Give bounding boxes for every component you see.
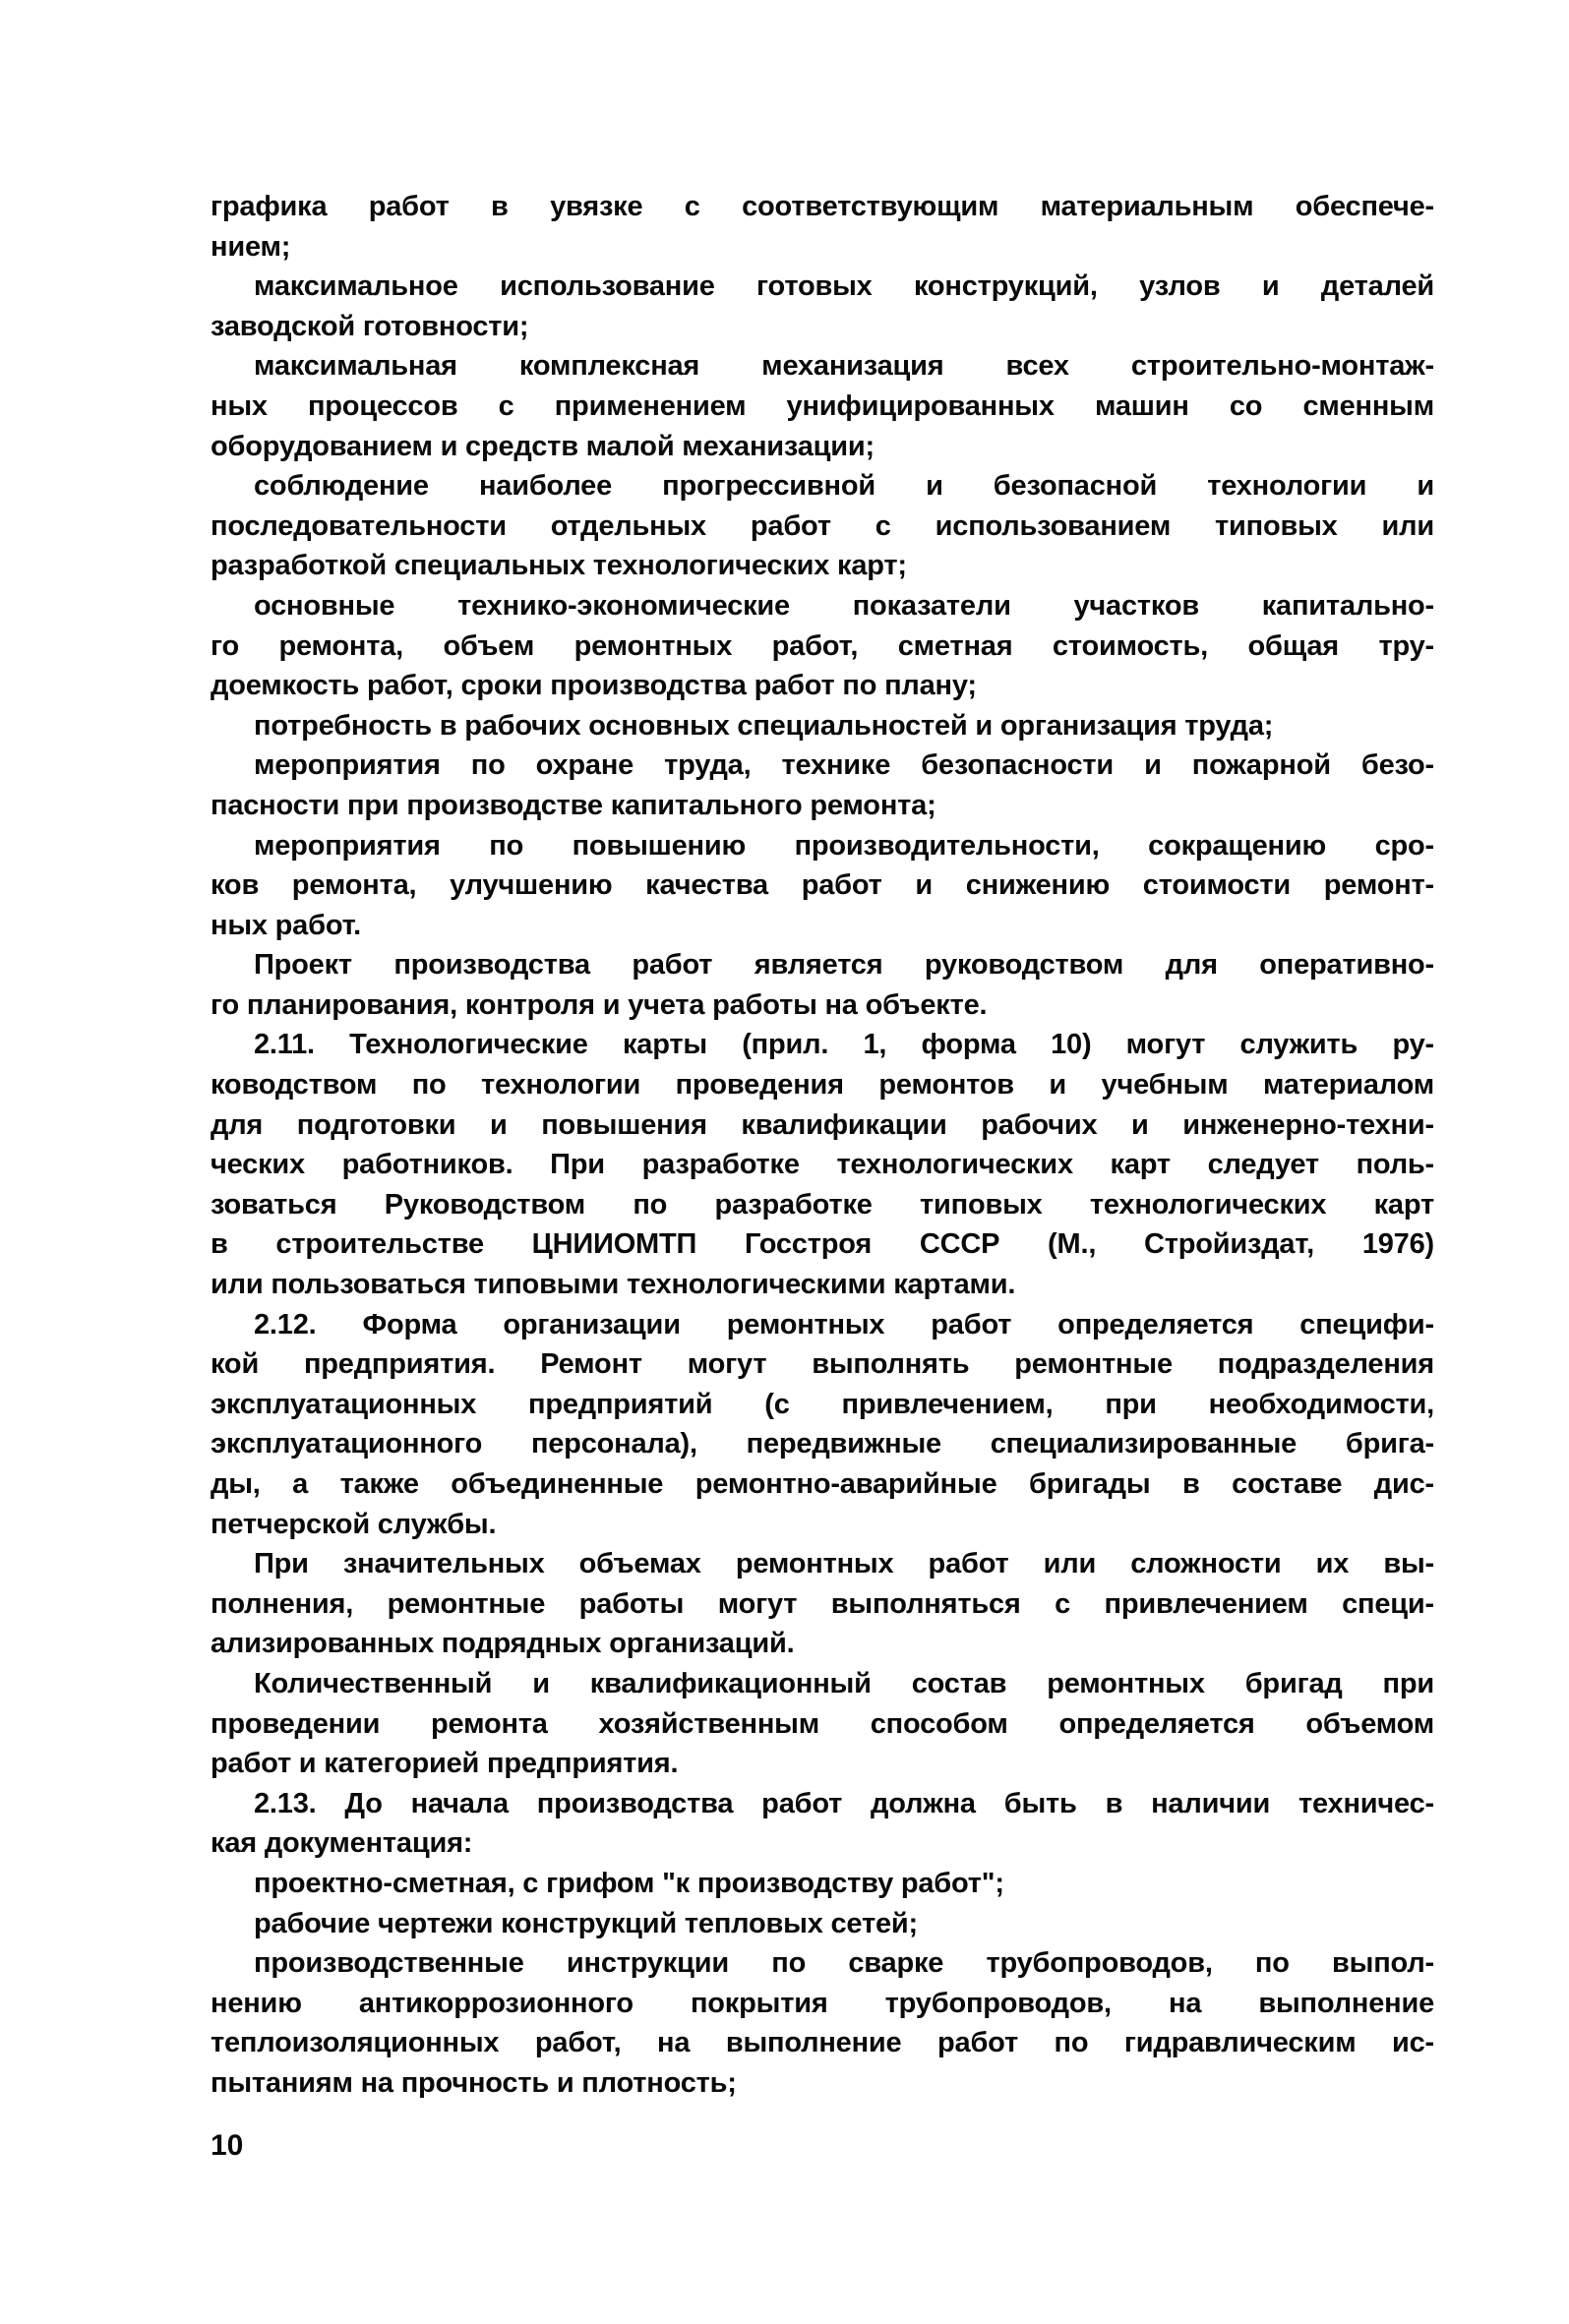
- text-line: основные технико-экономические показатели участков капитально-: [254, 589, 1434, 622]
- paragraph: [211, 1305, 1434, 1545]
- text-line: разработкой специальных технологических карт;: [211, 550, 907, 582]
- paragraph: [211, 1904, 1434, 1944]
- text-line: го планирования, контроля и учета работы на объекте.: [211, 988, 988, 1021]
- text-line: ных процессов с применением унифицированных машин со сменным: [211, 389, 1434, 422]
- text-line: оборудованием и средств малой механизации;: [211, 430, 875, 462]
- paragraph: [211, 1664, 1434, 1784]
- paragraph: [211, 706, 1434, 746]
- text-line: максимальное использование готовых конструкций, узлов и деталей: [254, 270, 1434, 303]
- text-line: ководством по технологии проведения ремонтов и учебным материалом: [211, 1069, 1434, 1102]
- text-line: зоваться Руководством по разработке типовых технологических карт: [211, 1188, 1434, 1221]
- text-line: полнения, ремонтные работы могут выполняться с привлечением специ-: [211, 1587, 1434, 1620]
- text-line: соблюдение наиболее прогрессивной и безопасной технологии и: [254, 470, 1434, 503]
- text-line: в строительстве ЦНИИОМТП Госстроя СССР (М., Стройиздат, 1976): [211, 1228, 1434, 1261]
- paragraph: [211, 745, 1434, 825]
- text-line: мероприятия по охране труда, технике безопасности и пожарной безо-: [254, 749, 1434, 782]
- text-line: заводской готовности;: [211, 310, 529, 342]
- text-line: производственные инструкции по сварке трубопроводов, по выпол-: [254, 1947, 1434, 1980]
- paragraph: [211, 1544, 1434, 1664]
- page-number: 10: [211, 2129, 244, 2162]
- text-line: эксплуатационных предприятий (с привлечением, при необходимости,: [211, 1388, 1434, 1420]
- text-line: кой предприятия. Ремонт могут выполнять ремонтные подразделения: [211, 1348, 1434, 1381]
- text-line: петчерской службы.: [211, 1508, 497, 1540]
- text-line: последовательности отдельных работ с использованием типовых или: [211, 509, 1434, 542]
- paragraph: [211, 1025, 1434, 1304]
- text-line: рабочие чертежи конструкций тепловых сетей;: [254, 1907, 918, 1939]
- text-line: ков ремонта, улучшению качества работ и снижению стоимости ремонт-: [211, 869, 1434, 902]
- text-line: пасности при производстве капитального ремонта;: [211, 789, 936, 821]
- text-line: нием;: [211, 230, 291, 263]
- document-body: [211, 187, 1434, 2104]
- text-line: ализированных подрядных организаций.: [211, 1628, 795, 1660]
- paragraph: [211, 586, 1434, 706]
- text-line: нению антикоррозионного покрытия трубопроводов, на выполнение: [211, 1987, 1434, 2019]
- text-line: 2.11. Технологические карты (прил. 1, форма 10) могут служить ру-: [254, 1029, 1434, 1061]
- paragraph: [211, 346, 1434, 466]
- text-line: для подготовки и повышения квалификации рабочих и инженерно-техни-: [211, 1108, 1434, 1141]
- paragraph: [211, 1864, 1434, 1904]
- text-line: Количественный и квалификационный состав ремонтных бригад при: [254, 1667, 1434, 1699]
- text-line: го ремонта, объем ремонтных работ, сметная стоимость, общая тру-: [211, 629, 1434, 662]
- text-line: 2.12. Форма организации ремонтных работ определяется специфи-: [254, 1308, 1434, 1341]
- text-line: доемкость работ, сроки производства работ по плану;: [211, 670, 977, 702]
- text-line: эксплуатационного персонала), передвижные специализированные брига-: [211, 1428, 1434, 1460]
- text-line: графика работ в увязке с соответствующим материальным обеспече-: [211, 191, 1434, 222]
- text-line: максимальная комплексная механизация всех строительно-монтаж-: [254, 350, 1434, 383]
- text-line: ческих работников. При разработке технологических карт следует поль-: [211, 1149, 1434, 1181]
- text-line: работ и категорией предприятия.: [211, 1748, 679, 1780]
- text-line: 2.13. До начала производства работ должна быть в наличии техничес-: [254, 1787, 1434, 1819]
- text-line: проведении ремонта хозяйственным способом определяется объемом: [211, 1707, 1434, 1740]
- text-line: пытаниям на прочность и плотность;: [211, 2066, 737, 2099]
- text-line: Проект производства работ является руководством для оперативно-: [254, 949, 1434, 982]
- text-line: ных работ.: [211, 909, 361, 941]
- paragraph: [211, 267, 1434, 346]
- text-line: При значительных объемах ремонтных работ или сложности их вы-: [254, 1548, 1434, 1580]
- text-line: потребность в рабочих основных специальностей и организация труда;: [254, 709, 1274, 742]
- text-line: кая документация:: [211, 1827, 473, 1860]
- paragraph: [211, 187, 1434, 267]
- text-line: проектно-сметная, с грифом "к производству работ";: [254, 1867, 1004, 1899]
- paragraph: [211, 1943, 1434, 2103]
- text-line: мероприятия по повышению производительности, сокращению сро-: [254, 829, 1434, 862]
- text-line: или пользоваться типовыми технологическими картами.: [211, 1269, 1016, 1301]
- text-line: ды, а также объединенные ремонтно-аварийные бригады в составе дис-: [211, 1468, 1434, 1500]
- paragraph: [211, 1784, 1434, 1864]
- paragraph: [211, 466, 1434, 586]
- paragraph: [211, 945, 1434, 1025]
- text-line: теплоизоляционных работ, на выполнение работ по гидравлическим ис-: [211, 2027, 1434, 2059]
- paragraph: [211, 826, 1434, 946]
